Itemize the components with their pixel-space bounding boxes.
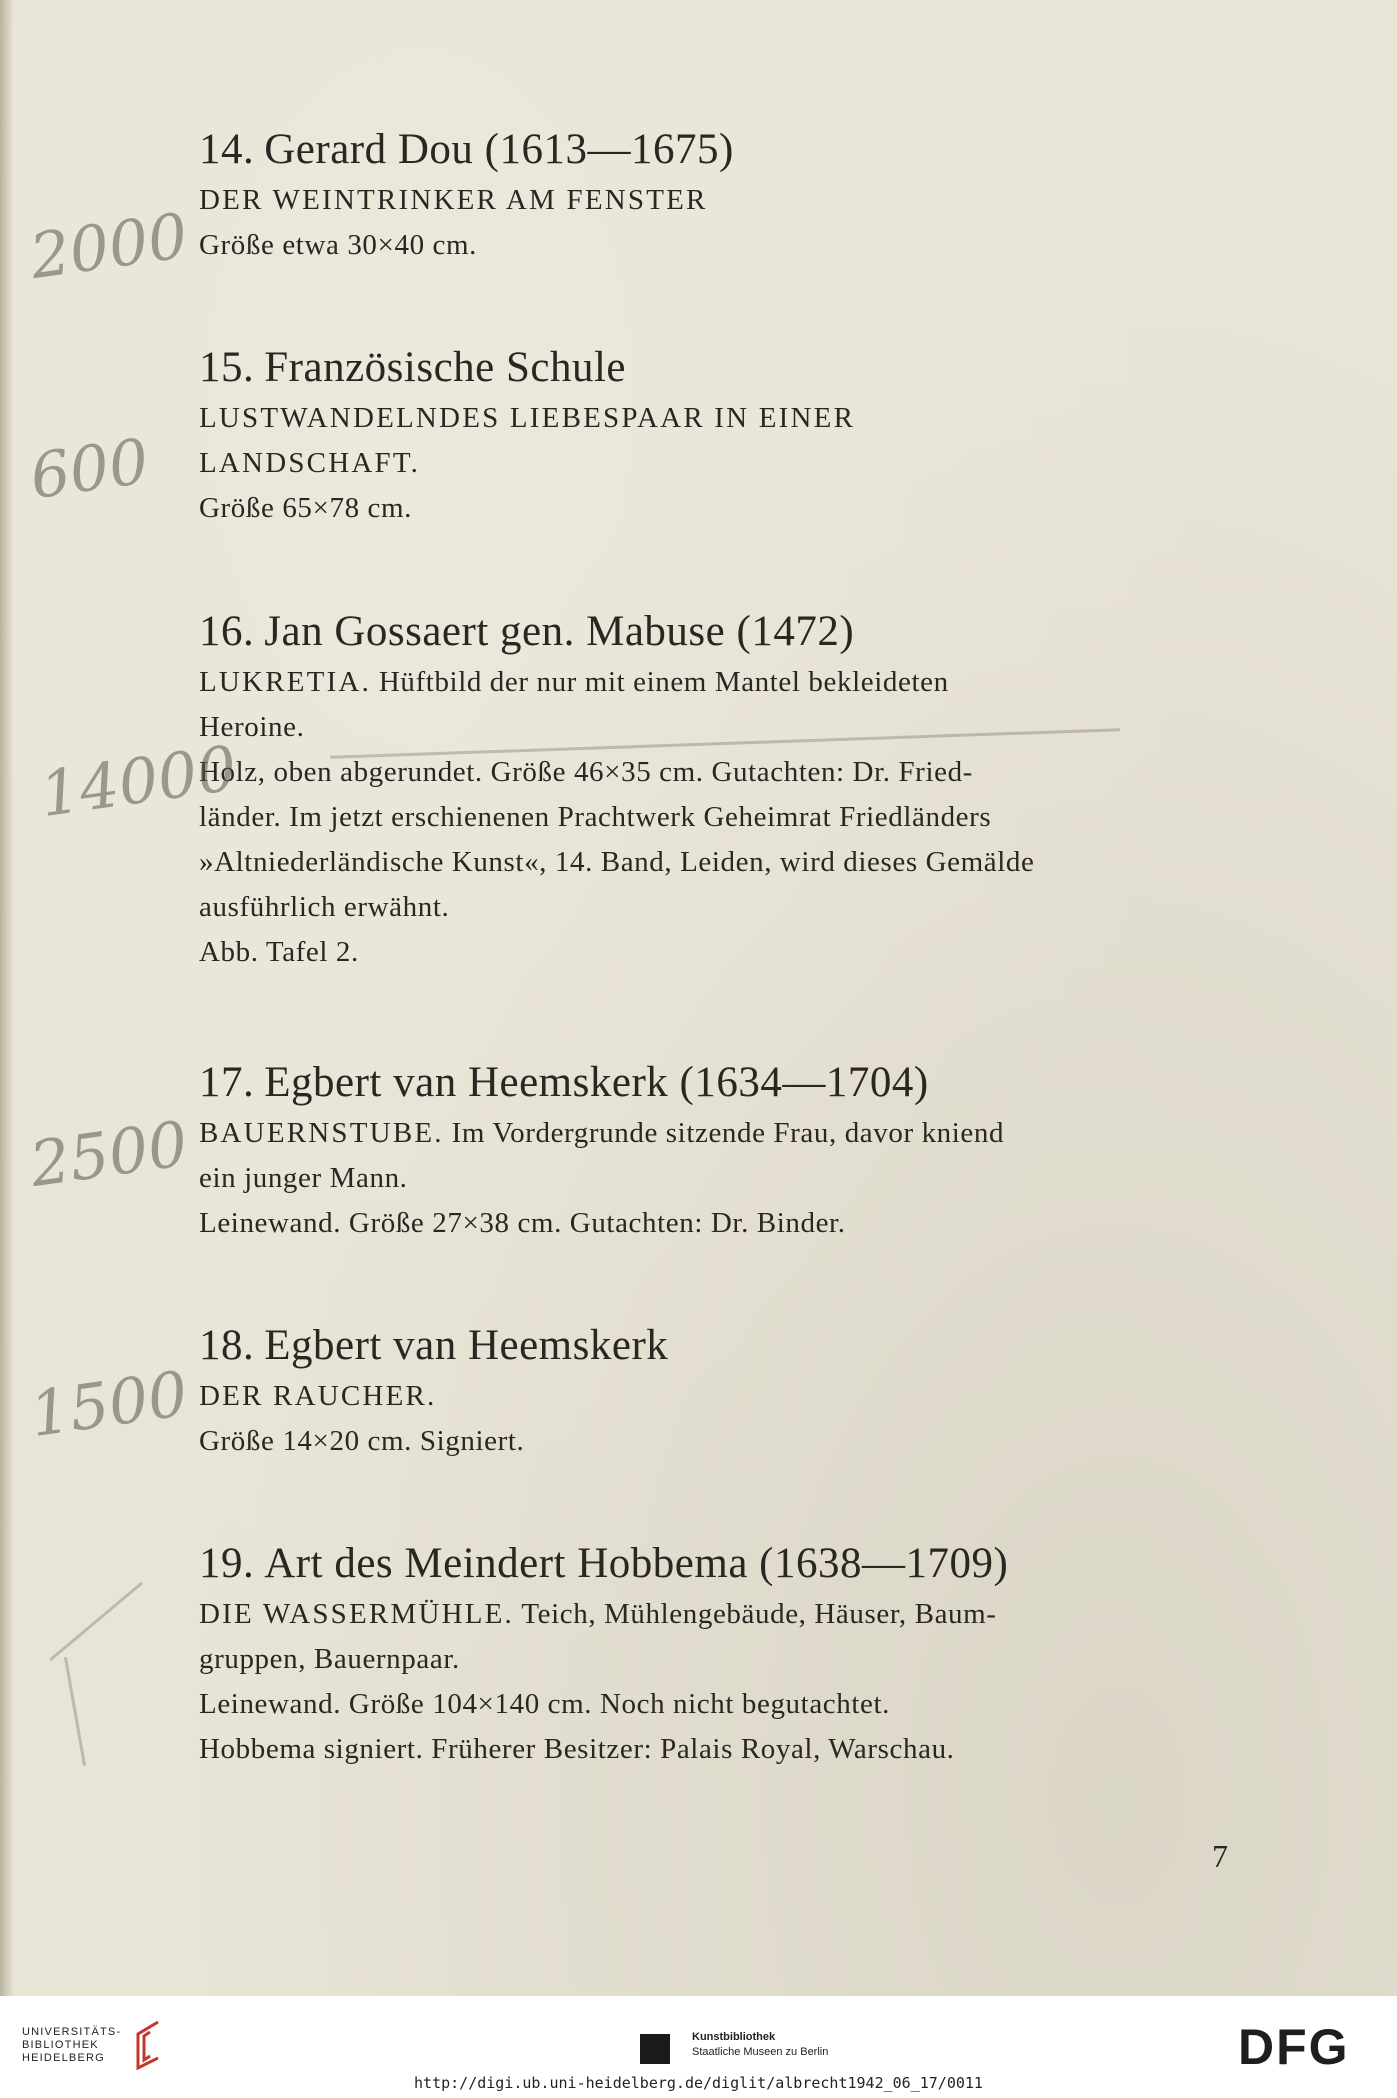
catalog-entry-16 bbox=[199, 604, 1229, 975]
entry-title bbox=[199, 1536, 1229, 1592]
entry-number: 16. bbox=[199, 608, 255, 655]
entry-artist: Art des Meindert Hobbema (1638—1709) bbox=[264, 1540, 1009, 1587]
catalog-entry-14 bbox=[199, 122, 1229, 268]
entry-line: Leinewand. Größe 27×38 cm. Gutachten: Dr. Binder. bbox=[199, 1207, 846, 1239]
catalog-entry-18 bbox=[199, 1318, 1229, 1464]
entry-body bbox=[199, 1111, 1229, 1246]
entry-number: 14. bbox=[199, 126, 255, 173]
entry-artist: Egbert van Heemskerk bbox=[264, 1322, 669, 1369]
entry-body bbox=[199, 396, 1229, 531]
entry-title bbox=[199, 340, 1229, 396]
entry-line: Größe 65×78 cm. bbox=[199, 492, 413, 524]
entry-artist: Französische Schule bbox=[264, 344, 627, 391]
pencil-stroke bbox=[49, 1582, 143, 1661]
entry-body bbox=[199, 178, 1229, 268]
entry-line: LANDSCHAFT. bbox=[199, 447, 421, 479]
pencil-stroke bbox=[64, 1657, 86, 1766]
page-number: 7 bbox=[1212, 1838, 1228, 1874]
entry-subject: LUSTWANDELNDES LIEBESPAAR IN EINER bbox=[199, 402, 856, 434]
logo-line: UNIVERSITÄTS- bbox=[22, 2026, 122, 2038]
logo-line: BIBLIOTHEK bbox=[22, 2039, 99, 2051]
university-emblem-icon bbox=[128, 2018, 168, 2074]
margin-note-pencil: 1500 bbox=[25, 1356, 193, 1452]
entry-subject-rest: Hüftbild der nur mit einem Mantel bekleideten bbox=[371, 666, 949, 698]
entry-subject-rest: Im Vordergrunde sitzende Frau, davor kniend bbox=[443, 1117, 1005, 1149]
entry-line: Größe 14×20 cm. Signiert. bbox=[199, 1425, 525, 1457]
margin-note-pencil: 600 bbox=[25, 424, 154, 514]
catalog-entry-19 bbox=[199, 1536, 1229, 1772]
entry-body bbox=[199, 660, 1229, 975]
entry-subject: BAUERNSTUBE. bbox=[199, 1117, 444, 1149]
kb-name: Kunstbibliothek bbox=[692, 2031, 776, 2043]
entry-title bbox=[199, 604, 1229, 660]
entry-subject: DER RAUCHER. bbox=[199, 1380, 437, 1412]
entry-number: 15. bbox=[199, 344, 255, 391]
footer-bar bbox=[0, 1996, 1397, 2098]
entry-line: Größe etwa 30×40 cm. bbox=[199, 229, 477, 261]
entry-line: Leinewand. Größe 104×140 cm. Noch nicht begutachtet. bbox=[199, 1688, 890, 1720]
entry-line: gruppen, Bauernpaar. bbox=[199, 1643, 460, 1675]
entry-line: Hobbema signiert. Früherer Besitzer: Palais Royal, Warschau. bbox=[199, 1733, 955, 1765]
entry-number: 19. bbox=[199, 1540, 255, 1587]
entry-line: ausführlich erwähnt. bbox=[199, 891, 450, 923]
entry-title bbox=[199, 1318, 1229, 1374]
margin-note-pencil: 2000 bbox=[25, 198, 193, 294]
entry-body bbox=[199, 1374, 1229, 1464]
entry-line: länder. Im jetzt erschienenen Prachtwerk Geheimrat Friedländers bbox=[199, 801, 992, 833]
entry-subject-rest: Teich, Mühlengebäude, Häuser, Baum- bbox=[514, 1598, 997, 1630]
entry-subject: LUKRETIA. bbox=[199, 666, 372, 698]
catalog-entry-17 bbox=[199, 1055, 1229, 1246]
entry-artist: Egbert van Heemskerk (1634—1704) bbox=[264, 1059, 929, 1106]
logo-line: HEIDELBERG bbox=[22, 2052, 105, 2064]
margin-note-pencil: 2500 bbox=[25, 1106, 193, 1202]
dfg-logo[interactable]: DFG bbox=[1238, 2019, 1350, 2075]
catalog-entry-15 bbox=[199, 340, 1229, 531]
university-library-logo[interactable] bbox=[22, 2026, 121, 2065]
entry-number: 17. bbox=[199, 1059, 255, 1106]
entry-line: ein junger Mann. bbox=[199, 1162, 408, 1194]
entry-title bbox=[199, 1055, 1229, 1111]
entry-line: Heroine. bbox=[199, 711, 305, 743]
page-edge-shadow bbox=[0, 0, 14, 1996]
entry-artist: Jan Gossaert gen. Mabuse (1472) bbox=[264, 608, 855, 655]
entry-subject: DER WEINTRINKER AM FENSTER bbox=[199, 184, 708, 216]
kunstbibliothek-square-icon bbox=[640, 2034, 670, 2064]
entry-line: Abb. Tafel 2. bbox=[199, 936, 359, 968]
kb-subtitle: Staatliche Museen zu Berlin bbox=[692, 2046, 829, 2058]
entry-line: Holz, oben abgerundet. Größe 46×35 cm. Gutachten: Dr. Fried- bbox=[199, 756, 973, 788]
entry-title bbox=[199, 122, 1229, 178]
source-url[interactable]: http://digi.ub.uni-heidelberg.de/diglit/albrecht1942_06_17/0011 bbox=[414, 2074, 983, 2092]
kunstbibliothek-text bbox=[692, 2030, 828, 2060]
entry-line: »Altniederländische Kunst«, 14. Band, Leiden, wird dieses Gemälde bbox=[199, 846, 1035, 878]
entry-artist: Gerard Dou (1613—1675) bbox=[264, 126, 734, 173]
entry-body bbox=[199, 1592, 1229, 1772]
entry-number: 18. bbox=[199, 1322, 255, 1369]
entry-subject: DIE WASSERMÜHLE. bbox=[199, 1598, 515, 1630]
margin-note-pencil: 14000 bbox=[35, 731, 242, 832]
